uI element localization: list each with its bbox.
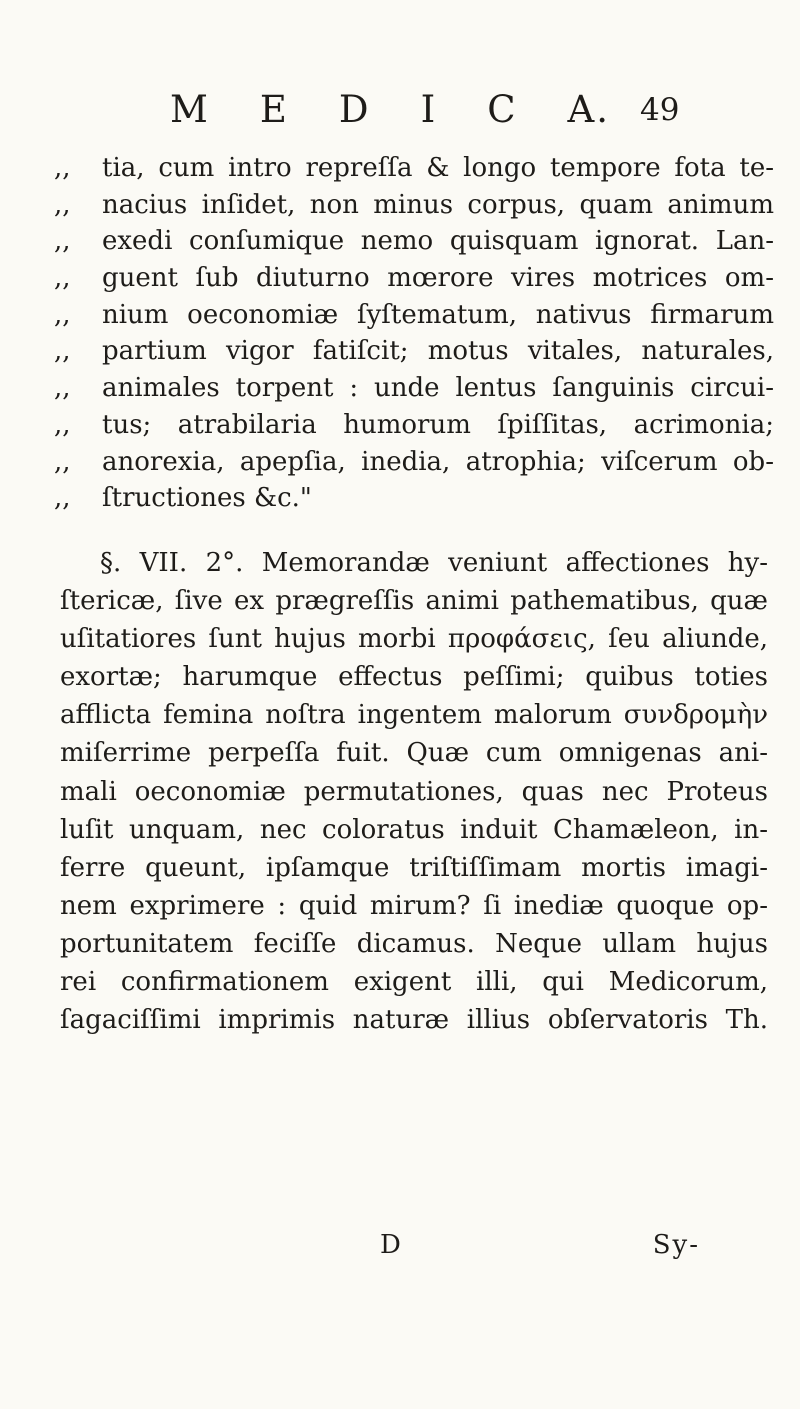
quote-mark: ,, xyxy=(54,299,71,330)
header-letter: A. xyxy=(567,88,610,131)
quote-text: tia, cum intro repreſſa & longo tempore fota te- xyxy=(102,153,774,183)
quote-text: partium vigor fatiſcit; motus vitales, naturales, xyxy=(102,336,774,367)
quote-mark: ,, xyxy=(54,483,71,514)
quote-text: animales torpent : unde lentus ſanguinis circui- xyxy=(102,373,774,404)
paragraph-line: exortæ; harumque effectus peſſimi; quibus toties xyxy=(60,662,768,693)
paragraph-line: uſitatiores ſunt hujus morbi προφάσεις, ſeu aliunde, xyxy=(60,624,768,655)
quote-text: guent ſub diuturno mœrore vires motrices om- xyxy=(102,263,774,294)
signature-mark: D xyxy=(380,1230,403,1260)
paragraph-line: miſerrime perpeſſa fuit. Quæ cum omnigenas ani- xyxy=(60,738,768,769)
quote-text: anorexia, apepſia, inedia, atrophia; viſcerum ob- xyxy=(102,446,774,477)
quote-line xyxy=(54,223,774,260)
quote-line xyxy=(54,370,774,407)
quote-text: nacius inſidet, non minus corpus, quam animum xyxy=(102,189,774,220)
paragraph-line: luſit unquam, nec coloratus induit Chamæleon, in- xyxy=(60,814,768,845)
header-letter: D xyxy=(338,88,371,131)
header-letter: C xyxy=(487,88,518,131)
quote-text: exedi conſumique nemo quisquam ignorat. Lan- xyxy=(102,226,774,257)
catchword: Sy- xyxy=(652,1230,700,1260)
paragraph-line: portunitatem feciſſe dicamus. Neque ullam hujus xyxy=(60,928,768,959)
page-footer xyxy=(380,1230,700,1260)
quote-line xyxy=(54,187,774,224)
paragraph-line: §. VII. 2°. Memorandæ veniunt affectiones hy- xyxy=(100,548,768,578)
quote-line xyxy=(54,333,774,370)
paragraph-line: ferre queunt, ipſamque triſtiſſimam mortis imagi- xyxy=(60,852,768,883)
quote-text: tus; atrabilaria humorum ſpiſſitas, acrimonia; xyxy=(102,409,774,440)
header-letter: I xyxy=(420,88,438,131)
paragraph-line: ſtericæ, ſive ex prægreſſis animi pathematibus, quæ xyxy=(60,586,768,617)
quote-mark: ,, xyxy=(54,263,71,294)
quote-line xyxy=(54,407,774,444)
running-header xyxy=(170,88,610,131)
paragraph-line: nem exprimere : quid mirum? ſi inediæ quoque op- xyxy=(60,890,768,921)
quote-mark: ,, xyxy=(54,153,71,183)
quote-mark: ,, xyxy=(54,226,71,257)
paragraph-line: afflicta femina noſtra ingentem malorum συνδρομὴν xyxy=(60,700,768,731)
quote-line xyxy=(54,444,774,481)
quote-mark: ,, xyxy=(54,336,71,367)
paragraph-line: rei confirmationem exigent illi, qui Medicorum, xyxy=(60,967,768,998)
quote-mark: ,, xyxy=(54,409,71,440)
quote-line xyxy=(54,150,774,187)
paragraph-line: ſagaciſſimi imprimis naturæ illius obſervatoris Th. xyxy=(60,1005,768,1036)
paragraph-line: mali oeconomiæ permutationes, quas nec Proteus xyxy=(60,776,768,807)
quote-mark: ,, xyxy=(54,189,71,220)
quote-line xyxy=(54,297,774,334)
header-letter: M xyxy=(170,88,210,131)
quote-line xyxy=(54,260,774,297)
quote-line xyxy=(54,480,774,517)
quote-mark: ,, xyxy=(54,373,71,404)
quote-mark: ,, xyxy=(54,446,71,477)
page-number: 49 xyxy=(640,92,680,128)
quoted-passage xyxy=(54,150,774,517)
quote-text: ſtructiones &c." xyxy=(102,483,312,514)
header-letter: E xyxy=(259,88,289,131)
quote-text: nium oeconomiæ ſyſtematum, nativus firmarum xyxy=(102,299,774,330)
section-paragraph xyxy=(60,544,768,1039)
